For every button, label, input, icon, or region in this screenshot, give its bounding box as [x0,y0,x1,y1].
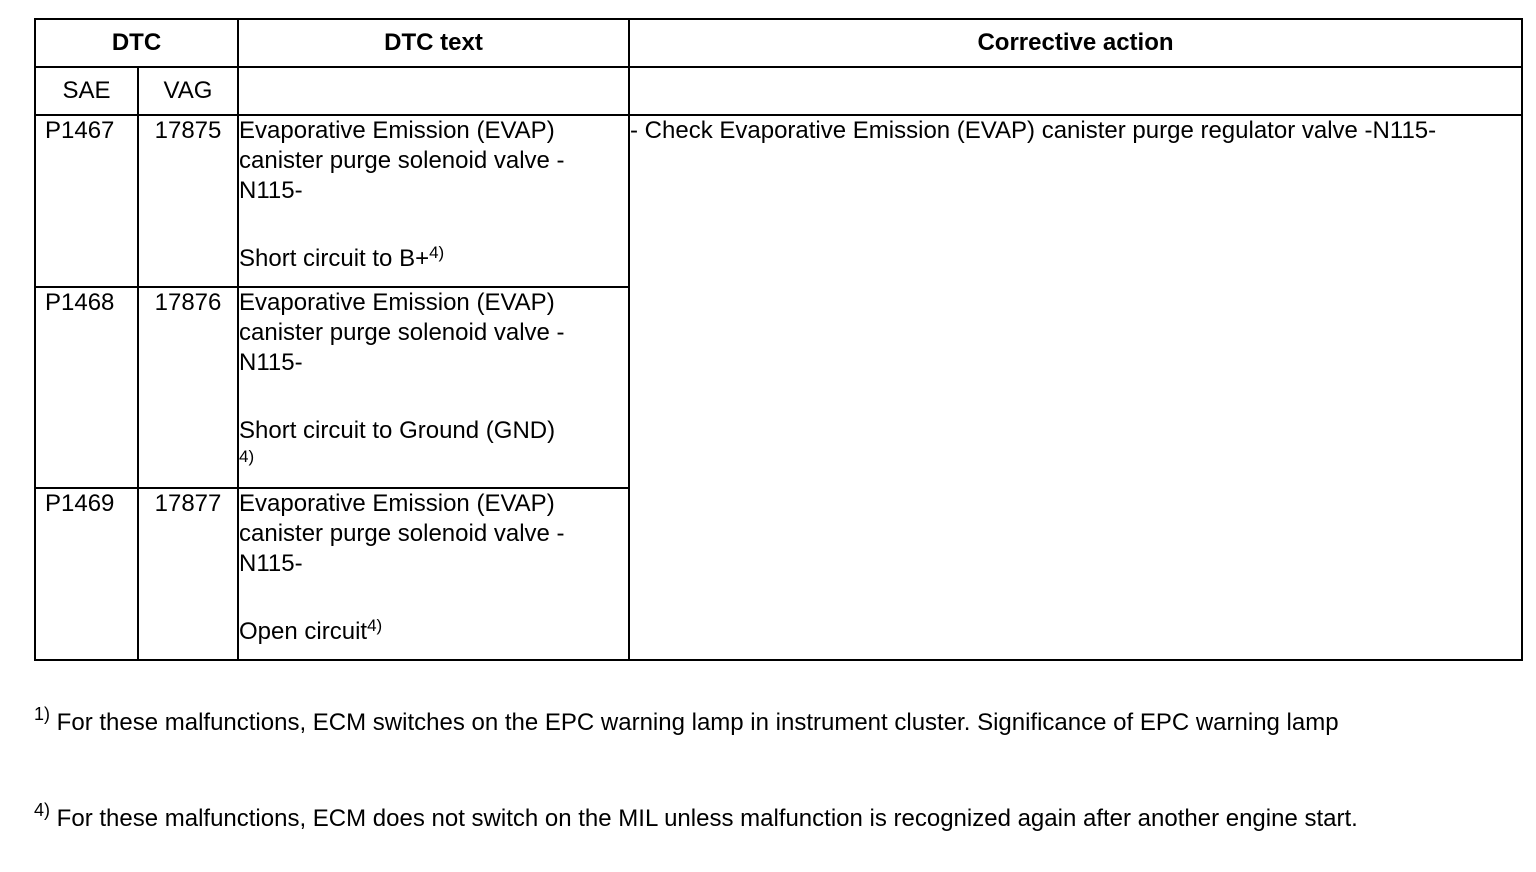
vag-code: 17875 [138,115,238,287]
footnote-mark: 4) [34,800,51,820]
footnote-ref: 4) [239,447,255,466]
footnote-1 [34,704,1339,738]
corrective-action-cell [629,115,1522,660]
subheader-vag: VAG [138,67,238,115]
footnote-4 [34,800,1358,834]
dtc-condition: Short circuit to Ground (GND) [239,417,556,444]
footnote-text: For these malfunctions, ECM switches on the EPC warning lamp in instrument cluster. Significance of EPC warning lamp [50,709,1339,736]
dtc-description [238,115,629,287]
dtc-text: Evaporative Emission (EVAP) canister purge solenoid valve -N115- [239,490,565,577]
subheader-empty-action [629,67,1522,115]
sae-code: P1468 [35,287,138,488]
vag-code: 17876 [138,287,238,488]
vag-code: 17877 [138,488,238,660]
dtc-condition: Open circuit$^{4)}$ [239,616,383,645]
header-corrective-action: Corrective action [629,19,1522,67]
footnote-ref: 4) [367,616,383,635]
dtc-text: Evaporative Emission (EVAP) canister purge solenoid valve -N115- [239,117,565,204]
footnote-text: For these malfunctions, ECM does not switch on the MIL unless malfunction is recognized again after another engine start. [50,805,1358,832]
corrective-action-text: - Check Evaporative Emission (EVAP) canister purge regulator valve -N115- [630,117,1437,144]
header-dtc: DTC [35,19,238,67]
subheader-sae: SAE [35,67,138,115]
table-row [35,115,1522,287]
dtc-description [238,488,629,660]
subheader-empty-text [238,67,629,115]
dtc-text: Evaporative Emission (EVAP) canister purge solenoid valve -N115- [239,289,565,376]
footnote-ref: 4) [429,243,445,262]
dtc-condition: Short circuit to B+$^{4)}$ [239,243,445,272]
sae-code: P1469 [35,488,138,660]
dtc-description [238,287,629,488]
header-dtc-text: DTC text [238,19,629,67]
sae-code: P1467 [35,115,138,287]
footnote-mark: 1) [34,704,51,724]
dtc-table [34,18,1523,661]
